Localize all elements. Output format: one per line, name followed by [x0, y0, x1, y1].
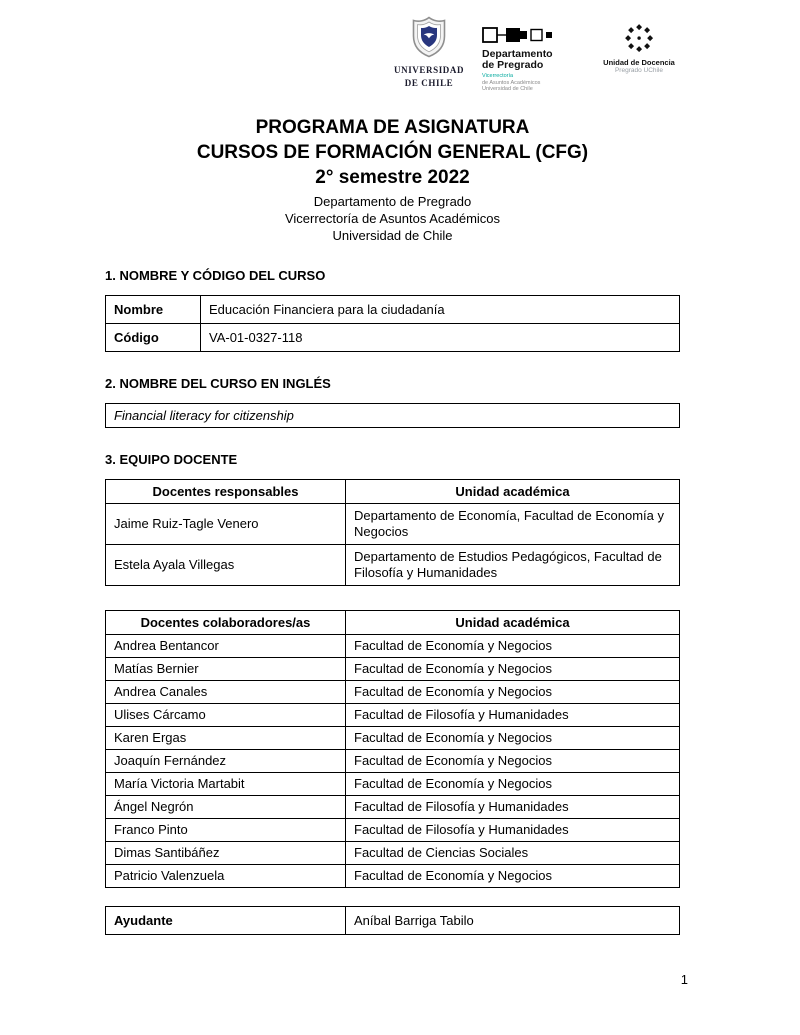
table-row — [106, 726, 680, 749]
section-equipo-docente — [105, 452, 680, 935]
table-row — [106, 795, 680, 818]
table-row — [106, 841, 680, 864]
table-row — [106, 323, 680, 351]
table-row — [106, 864, 680, 887]
uchile-logo — [394, 16, 464, 89]
uchile-crest-icon — [410, 45, 448, 62]
ayudante-label-cell: Ayudante — [106, 906, 346, 934]
docencia-logo-subtitle: Pregrado UChile — [614, 67, 664, 74]
docente-name-cell: Jaime Ruiz-Tagle Venero — [106, 503, 346, 544]
pregrado-logo-title-line2: de Pregrado — [482, 59, 544, 71]
docencia-star-icon — [622, 39, 656, 56]
uchile-logo-text-line1: UNIVERSIDAD — [394, 65, 465, 75]
docente-name-cell: Ángel Negrón — [106, 795, 346, 818]
section1-heading: 1. NOMBRE Y CÓDIGO DEL CURSO — [105, 267, 326, 283]
docente-name-cell: Ulises Cárcamo — [106, 703, 346, 726]
document-title-line1: PROGRAMA DE ASIGNATURA — [255, 116, 530, 138]
section2-heading: 2. NOMBRE DEL CURSO EN INGLÉS — [105, 375, 331, 391]
pregrado-logo-sub-line2: de Asuntos Académicos — [482, 79, 541, 86]
section-nombre-ingles — [105, 376, 680, 428]
table-row — [106, 772, 680, 795]
title-subline-1: Departamento de Pregrado — [313, 193, 472, 209]
unidad-cell: Facultad de Economía y Negocios — [346, 864, 680, 887]
table-row — [106, 634, 680, 657]
nombre-label-cell: Nombre — [106, 295, 201, 323]
english-name-box: Financial literacy for citizenship — [105, 403, 680, 428]
docente-name-cell: Matías Bernier — [106, 657, 346, 680]
responsables-col2-header: Unidad académica — [346, 479, 680, 503]
section-nombre-codigo — [105, 268, 680, 352]
unidad-cell: Facultad de Economía y Negocios — [346, 657, 680, 680]
pregrado-logo-sub-line3: Universidad de Chile — [482, 86, 533, 92]
table-row — [106, 680, 680, 703]
docente-name-cell: Dimas Santibáñez — [106, 841, 346, 864]
table-row — [106, 657, 680, 680]
table-header-row — [106, 610, 680, 634]
docente-name-cell: Patricio Valenzuela — [106, 864, 346, 887]
table-row — [106, 749, 680, 772]
page-number: 1 — [680, 972, 688, 987]
codigo-label-cell: Código — [106, 323, 201, 351]
document-title-line3: 2° semestre 2022 — [315, 166, 470, 188]
table-row — [106, 703, 680, 726]
unidad-cell: Facultad de Economía y Negocios — [346, 634, 680, 657]
docencia-logo-title: Unidad de Docencia — [603, 58, 675, 67]
responsables-col1-header: Docentes responsables — [106, 479, 346, 503]
title-subline-2: Vicerrectoría de Asuntos Académicos — [284, 210, 501, 226]
document-title-line2: CURSOS DE FORMACIÓN GENERAL (CFG) — [196, 141, 589, 163]
title-subline-3: Universidad de Chile — [332, 227, 453, 243]
unidad-cell: Facultad de Economía y Negocios — [346, 772, 680, 795]
table-row — [106, 295, 680, 323]
section3-heading: 3. EQUIPO DOCENTE — [105, 451, 238, 467]
table-header-row — [106, 479, 680, 503]
ayudante-value-cell: Aníbal Barriga Tabilo — [346, 906, 680, 934]
docentes-responsables-table — [105, 479, 680, 586]
codigo-value-cell: VA-01-0327-118 — [201, 323, 680, 351]
docente-name-cell: Franco Pinto — [106, 818, 346, 841]
unidad-cell: Departamento de Estudios Pedagógicos, Facultad de Filosofía y Humanidades — [346, 544, 680, 585]
title-block — [105, 115, 680, 244]
docente-name-cell: Andrea Bentancor — [106, 634, 346, 657]
colaboradores-col1-header: Docentes colaboradores/as — [106, 610, 346, 634]
docente-name-cell: Karen Ergas — [106, 726, 346, 749]
uchile-logo-text-line2: DE CHILE — [404, 78, 454, 88]
nombre-value-cell: Educación Financiera para la ciudadanía — [201, 295, 680, 323]
unidad-cell: Facultad de Economía y Negocios — [346, 680, 680, 703]
docente-name-cell: Andrea Canales — [106, 680, 346, 703]
docencia-logo — [600, 24, 678, 75]
unidad-cell: Facultad de Economía y Negocios — [346, 726, 680, 749]
unidad-cell: Facultad de Filosofía y Humanidades — [346, 818, 680, 841]
pregrado-logo-title-line1: Departamento — [482, 48, 553, 60]
pregrado-logo — [482, 26, 582, 93]
unidad-cell: Facultad de Economía y Negocios — [346, 749, 680, 772]
table-row — [106, 818, 680, 841]
header-logos — [105, 16, 680, 93]
table-row — [106, 503, 680, 544]
docentes-colaboradores-table — [105, 610, 680, 888]
nombre-codigo-table — [105, 295, 680, 352]
docente-name-cell: Joaquín Fernández — [106, 749, 346, 772]
pregrado-logo-sub-line1: Vicerrectoría — [482, 73, 514, 79]
unidad-cell: Departamento de Economía, Facultad de Economía y Negocios — [346, 503, 680, 544]
docente-name-cell: María Victoria Martabit — [106, 772, 346, 795]
pregrado-blocks-icon — [482, 31, 578, 48]
docente-name-cell: Estela Ayala Villegas — [106, 544, 346, 585]
unidad-cell: Facultad de Filosofía y Humanidades — [346, 703, 680, 726]
unidad-cell: Facultad de Filosofía y Humanidades — [346, 795, 680, 818]
ayudante-table — [105, 906, 680, 935]
table-row — [106, 906, 680, 934]
table-row — [106, 544, 680, 585]
colaboradores-col2-header: Unidad académica — [346, 610, 680, 634]
unidad-cell: Facultad de Ciencias Sociales — [346, 841, 680, 864]
